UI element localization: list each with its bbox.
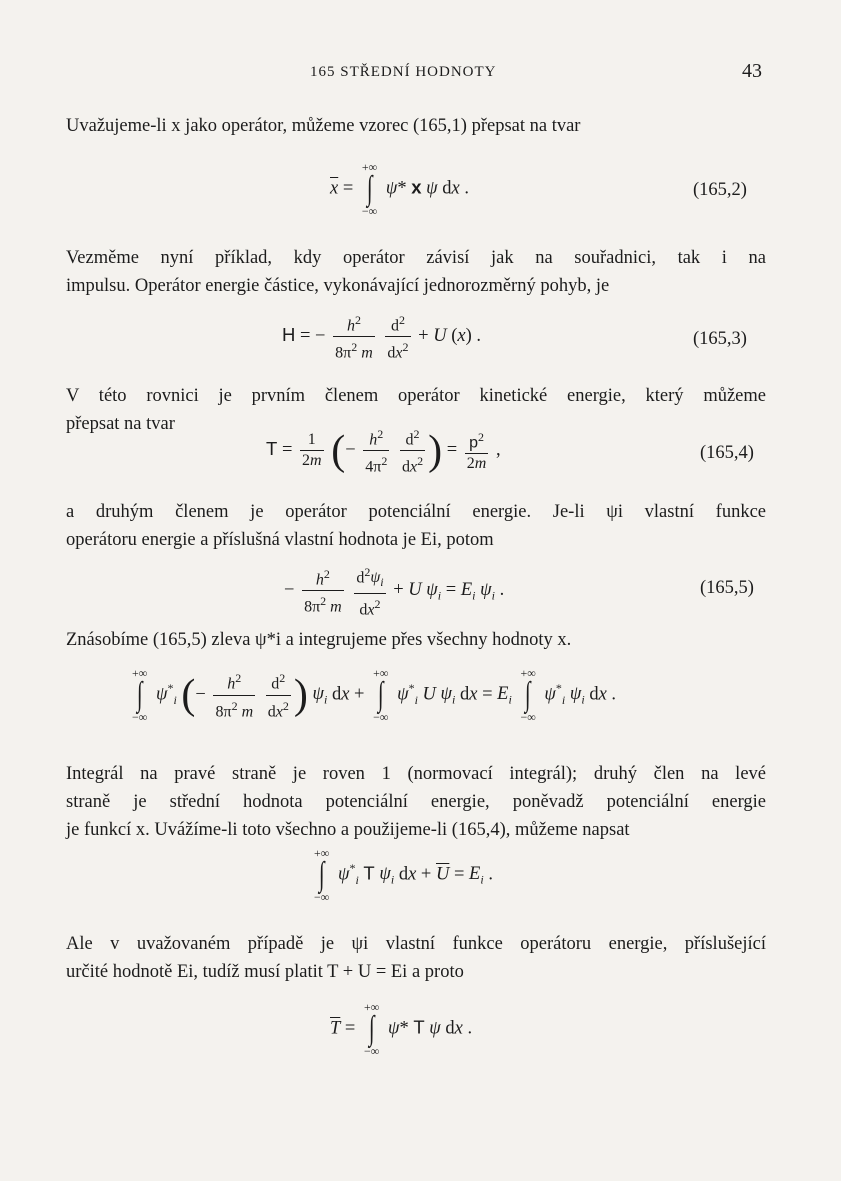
paragraph-7 xyxy=(66,930,766,986)
paragraph-7-line-1: Ale v uvažovaném případě je ψi vlastní funkce operátoru energie, příslušející xyxy=(66,934,766,954)
paragraph-2 xyxy=(66,244,766,300)
paragraph-4 xyxy=(66,498,766,554)
equation-integrated: +∞ ∫ −∞ $\psi^*_i$ (− $\frac{h^2}{8\pi^2 m}$ $\frac{d^2}{dx^2}$ ) $\psi_i$ dx + +∞ ∫ −∞ $\psi^*_i$ U $\psi_i$ dx = $E_i$ +∞ ∫ −∞ $\psi^*_i$ $\psi_i$ dx . xyxy=(132,666,617,724)
paragraph-4-line-1: a druhým členem je operátor potenciální energie. Je-li ψi vlastní funkce xyxy=(66,502,766,522)
paragraph-6-line-3: je funkcí x. Uvážíme-li toto všechno a použijeme-li (165,4), můžeme napsat xyxy=(66,820,630,840)
equation-165-2: $\overline{x}$ = +∞ ∫ −∞ ψ* x ψ dx . xyxy=(330,160,469,218)
paragraph-5-text: Znásobíme (165,5) zleva ψ*i a integrujeme přes všechny hodnoty x. xyxy=(66,630,572,650)
equation-165-4: T = $\frac{1}{2m}$ (− $\frac{h^2}{4\pi^2}$ $\frac{d^2}{dx^2}$ ) = $\frac{p^2}{2m}$ , xyxy=(266,427,501,476)
paragraph-4-line-2: operátoru energie a příslušná vlastní hodnota je Ei, potom xyxy=(66,530,494,550)
paragraph-1 xyxy=(66,112,766,140)
paragraph-6-line-2: straně je střední hodnota potenciální energie, poněvadž potenciální energie xyxy=(66,792,766,812)
paragraph-1-text: Uvažujeme-li x jako operátor, můžeme vzorec (165,1) přepsat na tvar xyxy=(66,116,581,136)
paragraph-7-line-2: určité hodnotě Ei, tudíž musí platit T + U = Ei a proto xyxy=(66,962,464,982)
running-head: 165 STŘEDNÍ HODNOTY xyxy=(310,64,497,80)
equation-number-165-5: (165,5) xyxy=(700,578,754,598)
equation-number-165-3: (165,3) xyxy=(693,329,747,349)
paragraph-6 xyxy=(66,760,766,844)
paragraph-5 xyxy=(66,626,766,654)
equation-165-3: H = − $\frac{h^2}{8\pi^2 m}$ $\frac{d^2}{dx^2}$ + U (x) . xyxy=(282,313,481,362)
equation-number-165-4: (165,4) xyxy=(700,443,754,463)
paragraph-3-line-1: V této rovnici je prvním členem operátor kinetické energie, který můžeme xyxy=(66,386,766,406)
page-number: 43 xyxy=(742,60,762,82)
paragraph-2-line-1: Vezměme nyní příklad, kdy operátor závisí jak na souřadnici, tak i na xyxy=(66,248,766,268)
paragraph-2-line-2: impulsu. Operátor energie částice, vykonávající jednorozměrný pohyb, je xyxy=(66,276,610,296)
equation-165-5: − $\frac{h^2}{8\pi^2 m}$ $\frac{d^2\psi_i}{dx^2}$ + U $\psi_i = E_i$ $\psi_i$ . xyxy=(284,565,505,618)
paragraph-3-line-2: přepsat na tvar xyxy=(66,414,175,434)
equation-number-165-2: (165,2) xyxy=(693,180,747,200)
paragraph-6-line-1: Integrál na pravé straně je roven 1 (normovací integrál); druhý člen na levé xyxy=(66,764,766,784)
equation-kinetic-sum: +∞ ∫ −∞ $\psi^*_i$ T $\psi_i$ dx + $\overline{U} = E_i$ . xyxy=(314,846,493,904)
equation-kinetic-mean: $\overline{T}$ = +∞ ∫ −∞ ψ* T ψ dx . xyxy=(330,1000,473,1058)
